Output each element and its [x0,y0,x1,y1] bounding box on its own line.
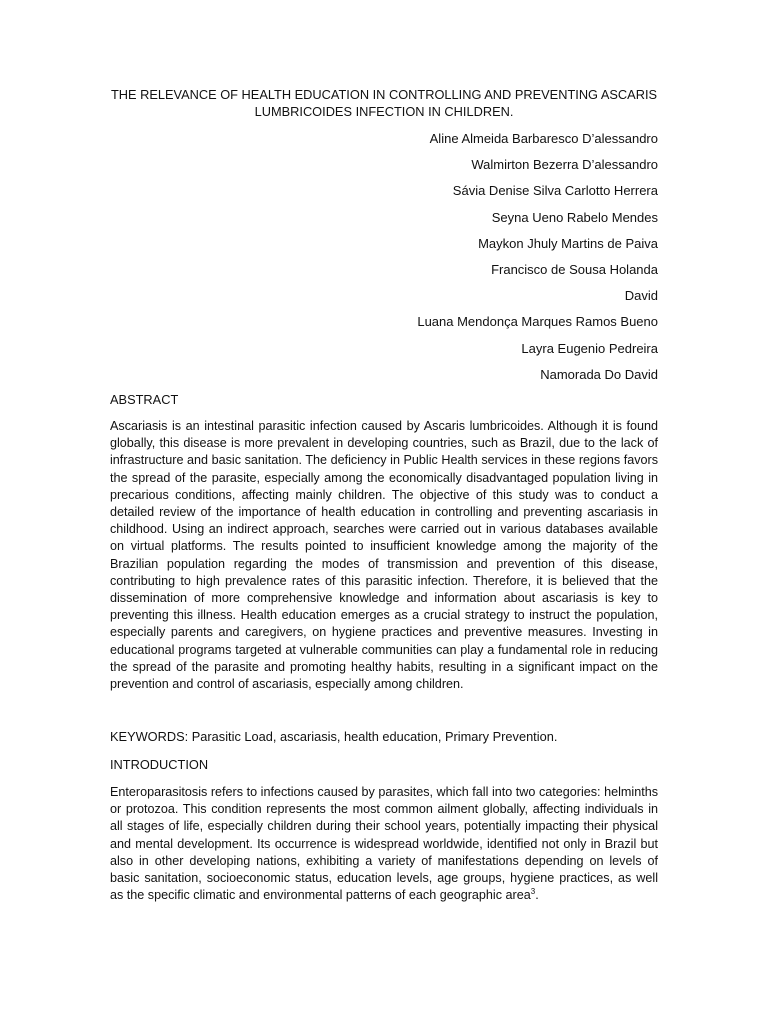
author-name: Namorada Do David [540,366,658,382]
author-name: Francisco de Sousa Holanda [491,261,658,277]
introduction-heading: INTRODUCTION [110,757,209,772]
introduction-text [110,784,658,904]
author-name: David [624,288,658,304]
author-name: Aline Almeida Barbaresco D’alessandro [429,131,658,146]
author-name: Luana Mendonça Marques Ramos Bueno [417,314,658,330]
introduction-end: . [535,888,539,903]
abstract-text: Ascariasis is an intestinal parasitic infection caused by Ascaris lumbricoides. Although it is found globally, this disease is more prevalent in developing countries, such as Brazil, due to the lack of infrastructure and basic sanitation. The deficiency in Public Health services in these regions favors the spread of the parasite, especially among the economically disadvantaged population living in precarious conditions, affecting mainly children. The objective of this study was to conduct a detailed review of the importance of health education in controlling and preventing ascariasis in childhood. Using an indirect approach, searches were carried out in various databases available on virtual platforms. The results pointed to insufficient knowledge among the majority of the Brazilian population regarding the modes of transmission and prevention of this disease, contributing to high prevalence rates of this parasitic infection. Therefore, it is believed that the dissemination of more comprehensive knowledge and information about ascariasis is key to preventing this illness. Health education emerges as a crucial strategy to instruct the population, especially parents and caregivers, on hygiene practices and preventive measures. Investing in educational programs targeted at vulnerable communities can play a fundamental role in reducing the spread of the parasite and promoting healthy habits, resulting in a significant impact on the prevention and control of ascariasis, especially among children. [110,419,658,692]
author-name: Maykon Jhuly Martins de Paiva [478,235,658,251]
keywords-line: KEYWORDS: Parasitic Load, ascariasis, health education, Primary Prevention. [110,729,558,744]
author-list [417,130,658,392]
author-name: Layra Eugenio Pedreira [521,340,658,356]
author-name: Seyna Ueno Rabelo Mendes [491,209,658,225]
author-name: Walmirton Bezerra D’alessandro [471,157,658,173]
paper-title: THE RELEVANCE OF HEALTH EDUCATION IN CONTROLLING AND PREVENTING ASCARIS LUMBRICOIDES INFECTION IN CHILDREN. [110,87,658,119]
author-name: Sávia Denise Silva Carlotto Herrera [452,183,658,199]
abstract-heading: ABSTRACT [110,392,179,407]
introduction-body: Enteroparasitosis refers to infections caused by parasites, which fall into two categories: helminths or protozoa. This condition represents the most common ailment globally, affecting individuals in all stages of life, especially children during their school years, potentially impacting their physical and mental development. Its occurrence is widespread worldwide, identified not only in Brazil but also in other developing nations, exhibiting a variety of manifestations depending on levels of basic sanitation, socioeconomic status, education levels, age groups, hygiene practices, as well as the specific climatic and environmental patterns of each geographic area [110,785,658,903]
citation-reference: 3 [530,887,536,897]
